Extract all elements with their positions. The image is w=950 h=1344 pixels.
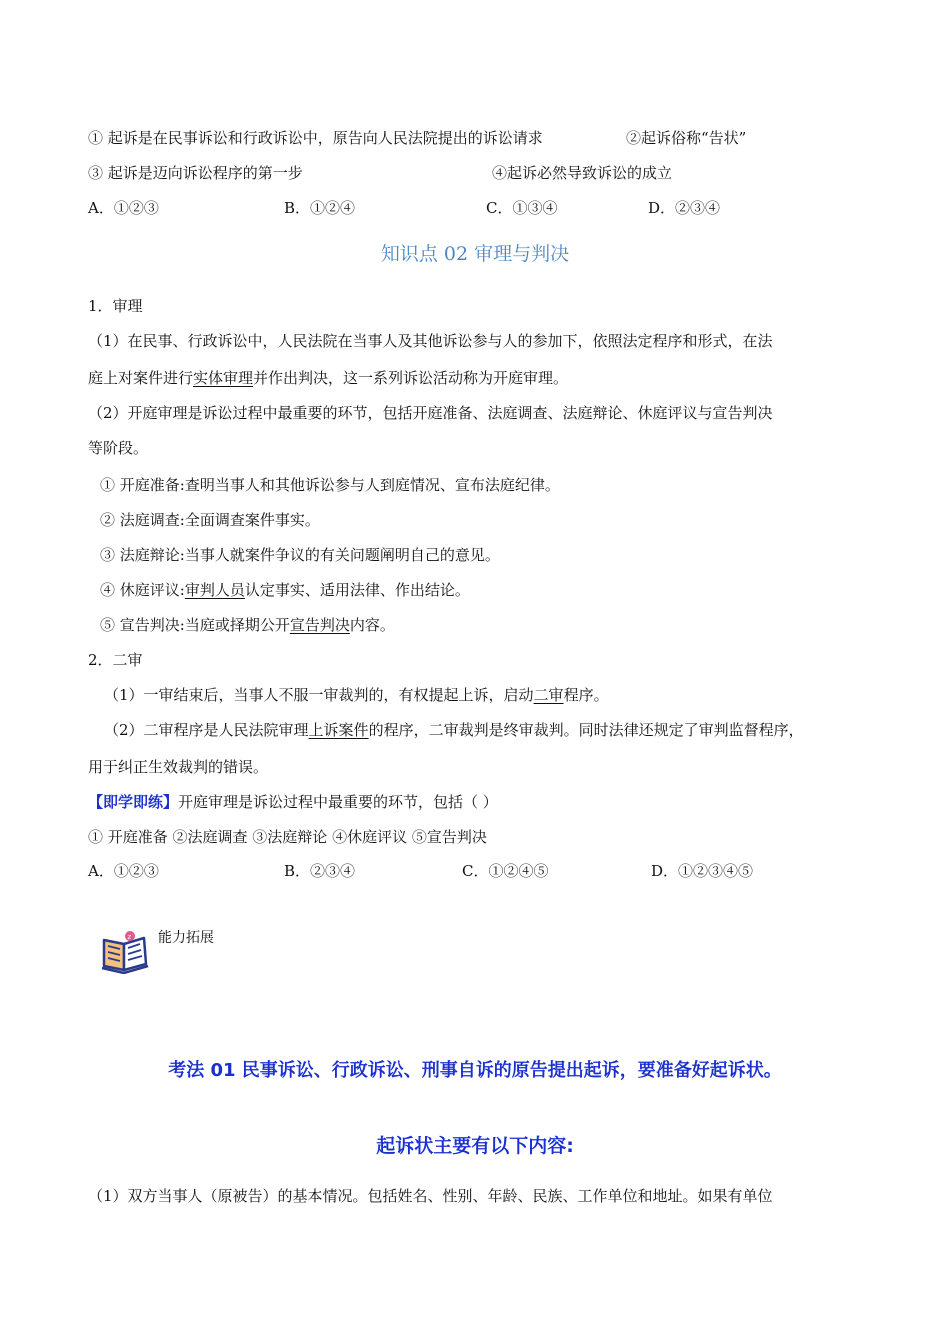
underlined-term: 二审 (533, 686, 564, 704)
second-para1 (104, 685, 609, 705)
text-segment: 并作出判决，这一系列诉讼活动称为开庭审理。 (253, 369, 569, 387)
q1-option-3: ③ 起诉是迈向诉讼程序的第一步 (88, 164, 303, 182)
text-segment: 庭上对案件进行 (88, 369, 194, 387)
complaint-heading: 起诉状主要有以下内容: (376, 1135, 574, 1157)
stage-1: ① 开庭准备:查明当事人和其他诉讼参与人到庭情况、宣布法庭纪律。 (100, 476, 560, 494)
svg-text:z: z (127, 933, 132, 941)
text-segment: 内容。 (349, 616, 395, 634)
practice-question (88, 792, 498, 812)
underlined-term: 审判人员 (184, 581, 245, 599)
q1-option-4: ④起诉必然导致诉讼的成立 (492, 164, 673, 182)
practice-question-text: 开庭审理是诉讼过程中最重要的环节，包括（ ） (178, 793, 498, 811)
second-para2-line1 (104, 720, 804, 740)
text-segment: （1）一审结束后，当事人不服一审裁判的，有权提起上诉，启动 (104, 686, 534, 704)
section-heading: 知识点 02 审理与判决 (380, 243, 570, 265)
text-segment: ④ 休庭评议: (100, 581, 185, 599)
q1-choice-d: D．②③④ (648, 199, 721, 217)
stage-5 (100, 615, 395, 635)
practice-tag: 【即学即练】 (88, 793, 179, 811)
second-para2-line2: 用于纠正生效裁判的错误。 (88, 758, 269, 776)
text-segment: ⑤ 宣告判决:当庭或择期公开 (100, 616, 290, 634)
stage-2: ② 法庭调查:全面调查案件事实。 (100, 511, 320, 529)
complaint-para1: （1）双方当事人（原被告）的基本情况。包括姓名、性别、年龄、民族、工作单位和地址。如果有单位 (88, 1187, 773, 1205)
trial-para2-line1: （2）开庭审理是诉讼过程中最重要的环节，包括开庭准备、法庭调查、法庭辩论、休庭评议与宣告判决 (88, 404, 773, 422)
q1-option-1: ① 起诉是在民事诉讼和行政诉讼中，原告向人民法院提出的诉讼请求 (88, 129, 543, 147)
q1-choice-c: C．①③④ (486, 199, 558, 217)
practice-choice-d: D．①②③④⑤ (651, 862, 754, 880)
q1-choice-a: A．①②③ (88, 199, 159, 217)
practice-choice-a: A．①②③ (88, 862, 159, 880)
underlined-term: 实体审理 (193, 369, 254, 387)
second-title: 2．二审 (88, 651, 143, 669)
trial-title: 1．审理 (88, 297, 143, 315)
text-segment: 的程序，二审裁判是终审裁判。同时法律还规定了审判监督程序， (368, 721, 804, 739)
q1-choice-b: B．①②④ (284, 199, 356, 217)
trial-para1-line2 (88, 368, 568, 388)
open-book-icon (100, 928, 150, 974)
q1-option-2: ②起诉俗称“告状” (626, 129, 747, 147)
stage-3: ③ 法庭辩论:当事人就案件争议的有关问题阐明自己的意见。 (100, 546, 500, 564)
text-segment: 认定事实、适用法律、作出结论。 (244, 581, 470, 599)
practice-choice-c: C．①②④⑤ (462, 862, 549, 880)
practice-options: ① 开庭准备 ②法庭调查 ③法庭辩论 ④休庭评议 ⑤宣告判决 (88, 828, 487, 846)
text-segment: 程序。 (563, 686, 609, 704)
method-heading: 考法 01 民事诉讼、行政诉讼、刑事自诉的原告提出起诉，要准备好起诉状。 (168, 1060, 782, 1081)
practice-choice-b: B．②③④ (284, 862, 356, 880)
underlined-term: 宣告判决 (289, 616, 350, 634)
underlined-term: 上诉案件 (308, 721, 369, 739)
ability-label: 能力拓展 (158, 930, 214, 946)
trial-para2-line2: 等阶段。 (88, 439, 149, 457)
stage-4 (100, 580, 470, 600)
trial-para1-line1: （1）在民事、行政诉讼中，人民法院在当事人及其他诉讼参与人的参加下，依照法定程序和形式，在法 (88, 332, 773, 350)
text-segment: （2）二审程序是人民法院审理 (104, 721, 309, 739)
